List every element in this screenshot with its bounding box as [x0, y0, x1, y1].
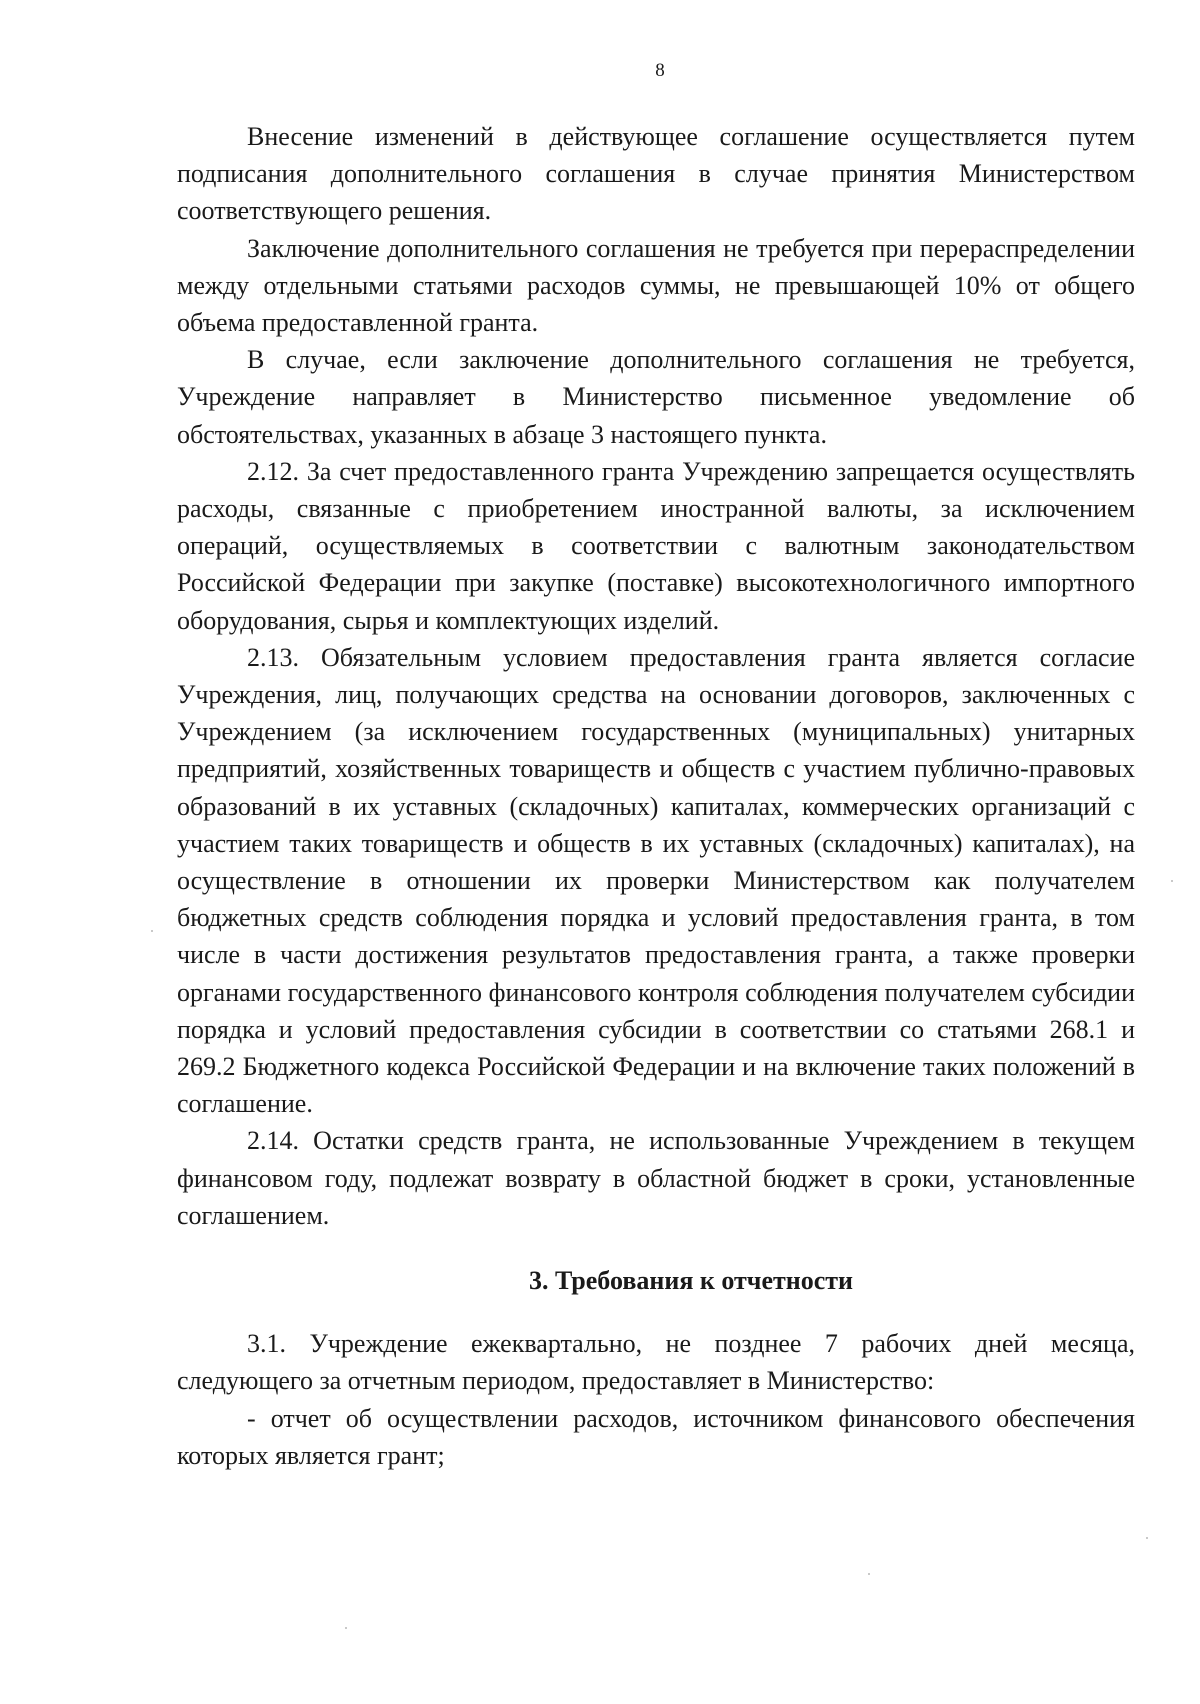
scan-speck [1146, 1537, 1148, 1539]
scan-speck [345, 1627, 347, 1629]
document-body [177, 118, 1135, 1474]
clause-2-13: 2.13. Обязательным условием предоставления гранта является согласие Учреждения, лиц, получающих средства на основании договоров, заключенных с Учреждением (за исключением государственных (муниципальных) унитарных предприятий, хозяйственных товариществ и обществ с участием публично-правовых образований в их уставных (складочных) капиталах, коммерческих организаций с участием таких товариществ и обществ в их уставных (складочных) капиталах), на осуществление в отношении их проверки Министерством как получателем бюджетных средств соблюдения порядка и условий предоставления гранта, в том числе в части достижения результатов предоставления гранта, а также проверки органами государственного финансового контроля соблюдения получателем субсидии порядка и условий предоставления субсидии в соответствии со статьями 268.1 и 269.2 Бюджетного кодекса Российской Федерации и на включение таких положений в соглашение. [177, 642, 1135, 1119]
scan-speck [868, 1573, 870, 1575]
paragraph-written-notice: В случае, если заключение дополнительного соглашения не требуется, Учреждение направляет в Министерство письменное уведомление об обстоятельствах, указанных в абзаце 3 настоящего пункта. [177, 345, 1135, 449]
clause-2-14: 2.14. Остатки средств гранта, не использованные Учреждением в текущем финансовом году, подлежат возврату в областной бюджет в сроки, установленные соглашением. [177, 1126, 1135, 1230]
section-heading-reporting: 3. Требования к отчетности [528, 1266, 854, 1296]
list-item-expense-report: - отчет об осуществлении расходов, источником финансового обеспечения которых является грант; [177, 1403, 1135, 1470]
paragraph-amendment-procedure: Внесение изменений в действующее соглашение осуществляется путем подписания дополнительного соглашения в случае принятия Министерством соответствующего решения. [177, 122, 1135, 226]
scan-speck [151, 930, 153, 932]
page-number: 8 [655, 60, 665, 81]
scan-speck [1171, 880, 1173, 882]
paragraph-additional-agreement-not-required: Заключение дополнительного соглашения не требуется при перераспределении между отдельными статьями расходов суммы, не превышающей 10% от общего объема предоставленной гранта. [177, 233, 1135, 338]
clause-3-1: 3.1. Учреждение ежеквартально, не позднее 7 рабочих дней месяца, следующего за отчетным периодом, предоставляет в Министерство: [177, 1329, 1135, 1396]
clause-2-12: 2.12. За счет предоставленного гранта Учреждению запрещается осуществлять расходы, связанные с приобретением иностранной валюты, за исключением операций, осуществляемых в соответствии с валютным законодательством Российской Федерации при закупке (поставке) высокотехнологичного импортного оборудования, сырья и комплектующих изделий. [177, 456, 1135, 635]
